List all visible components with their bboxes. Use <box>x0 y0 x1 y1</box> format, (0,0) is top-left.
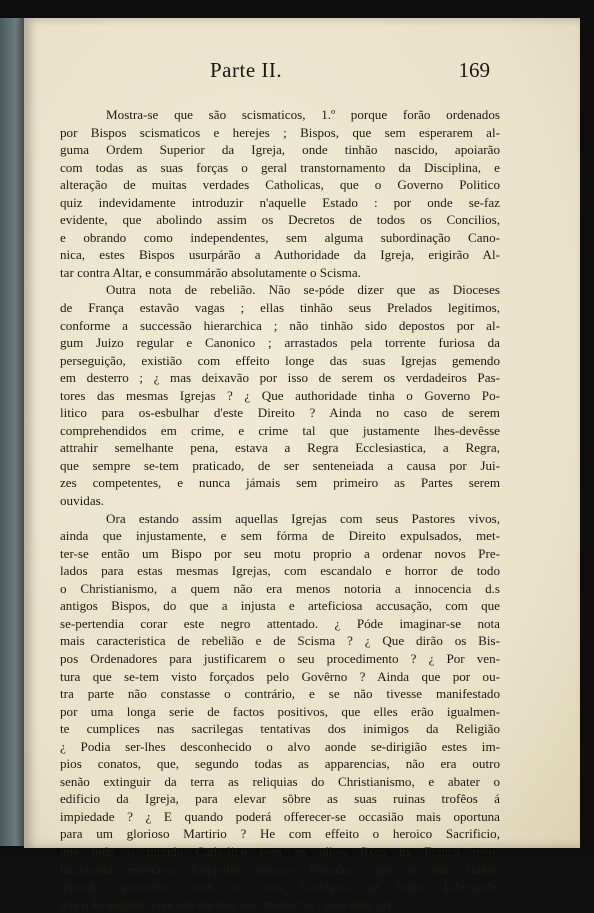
text-line: com todas as suas forças o geral transtornamento da Disciplina, e <box>60 159 500 175</box>
text-line: ¿ Podia ser-lhes desconhecido o alvo aonde se-dirigião estes im- <box>60 738 500 754</box>
text-line: litico para os-esbulhar d'este Direito ? Ainda no caso de serem <box>60 405 500 421</box>
text-line: impiedade ? ¿ E quando poderá offerecer-se occasião mais oportuna <box>60 808 500 824</box>
text-line: guma Ordem Superior da Igreja, onde tinhão nascido, apoiarão <box>60 142 500 158</box>
text-line: perseguição, existião com effeito longe das suas Igrejas gemendo <box>60 352 500 368</box>
text-line: quiz indevidamente introduzir n'aquelle Estado : por onde se-faz <box>60 194 500 210</box>
body-text <box>60 106 500 913</box>
text-line: Outra nota de rebelião. Não se-póde dizer que as Dioceses <box>106 282 500 298</box>
text-line: tura que se-tem visto forçados pelo Govêrno ? Ainda que por ou- <box>60 668 500 684</box>
text-line: Ora estando assim aquellas Igrejas com seus Pastores vivos, <box>106 510 500 526</box>
text-line: tar contra Altar, e consummárão absolutamente o Scisma. <box>60 264 361 280</box>
text-line: pios conatos, que, segundo todas as apparencias, não era outro <box>60 756 500 772</box>
text-line: querido aproveitar, com os seus Collegas, da Santa Liberdade, <box>60 879 500 895</box>
text-line: evidente, que abolindo assim os Decretos de todos os Concilios, <box>60 212 500 228</box>
paragraph-1 <box>60 106 500 281</box>
text-line: tores das mesmas Igrejas ? ¿ Que authoridade tinha o Governo Po- <box>60 387 500 403</box>
text-line: o Christianismo, a quem não era menos notoria a innocencia d.s <box>60 580 500 596</box>
text-line: zes competentes, e nunca jámais sem primeiro as Partes serem <box>60 475 500 491</box>
text-line: para um glorioso Martirio ? He com effeito o heroico Sacrificio, <box>60 826 500 842</box>
text-line: que sempre se-tem praticado, de ser senteneiada a causa por Jui- <box>60 457 500 473</box>
text-line: senão extinguir da terra as reliquias do Christianismo, e abater o <box>60 773 500 789</box>
text-line: te cumplices nas sacrilegas tentativas dos inimigos da Religião <box>60 721 500 737</box>
text-line: conforme a successão hierarchica ; não tinhão sido depostos por al- <box>60 317 500 333</box>
text-line: ouvidas. <box>60 493 105 509</box>
paragraph-3 <box>60 510 500 913</box>
text-line: mais caracteristica de rebelião e de Scisma ? ¿ Que dirão os Bis- <box>60 633 500 649</box>
running-head: Parte II. <box>210 58 283 82</box>
text-line: em desterro ; ¿ mas deixavão por isso de serem os verdadeiros Pas- <box>60 370 500 386</box>
text-line: lados para estas mesmas Igrejas, com escandalo e horror de todo <box>60 563 500 579</box>
text-line: tra parte não constasse o contrário, e se não tivesse manifestado <box>60 686 500 702</box>
text-line: por Bispos scismaticos e herejes ; Bispos, que sem esperarem al- <box>60 124 500 140</box>
page-header <box>60 54 490 94</box>
text-line: ter-se então um Bispo por seu motu proprio a ordenar novos Pre- <box>60 545 500 561</box>
text-line: edificio da Igreja, para elevar sôbre as suas ruinas trofêos á <box>60 791 500 807</box>
text-line: comprehendidos em crime, e crime tal que justamente lhes-devêsse <box>60 422 500 438</box>
text-line: attrahir semelhante pena, estava a Regra Ecclesiastica, a Regra, <box>60 440 500 456</box>
text-line: alteração de muitas verdades Catholicas, que o Governo Politico <box>60 177 500 193</box>
text-line: por uma longa serie de factos positivos, que elles erão igualmen- <box>60 703 500 719</box>
paragraph-2 <box>60 281 500 509</box>
text-line: ainda que injustamente, e sem fórma de Direito expulsados, met- <box>60 528 500 544</box>
text-line: nica, estes Bispos usurpárão a Authoridade da Igreja, erigirão Al- <box>60 247 500 263</box>
text-line: Mostra-se que são scismaticos, 1.º porque forão ordenados <box>106 107 500 122</box>
text-line: lucionaria esperava d'aquelles poucos Prelados, que se não tinhão <box>60 861 500 877</box>
text-line: que o Evangelho concede em taes circunstâncias : mas elles pre- <box>60 896 398 912</box>
previous-page-edge <box>0 18 26 846</box>
text-line: antigos Bispos, do que a injusta e arteficiosa accusação, com que <box>60 598 500 614</box>
text-line: de França estavão vagas ; ellas tinhão seus Prelados legitimos, <box>60 300 500 316</box>
text-line: que todo o mundo Catholico com os olhos fixos na França revo- <box>60 843 500 859</box>
page-number: 169 <box>458 58 490 82</box>
text-line: gum Juizo regular e Canonico ; arrastados pela torrente furiosa da <box>60 335 500 351</box>
text-line: e obrando como independentes, sem alguma subordinação Cano- <box>60 229 500 245</box>
text-line: se-pertendia corar este negro attentado. ¿ Póde imaginar-se nota <box>60 615 500 631</box>
text-line: pos Ordenadores para justificarem o seu procedimento ? ¿ Por ven- <box>60 650 500 666</box>
